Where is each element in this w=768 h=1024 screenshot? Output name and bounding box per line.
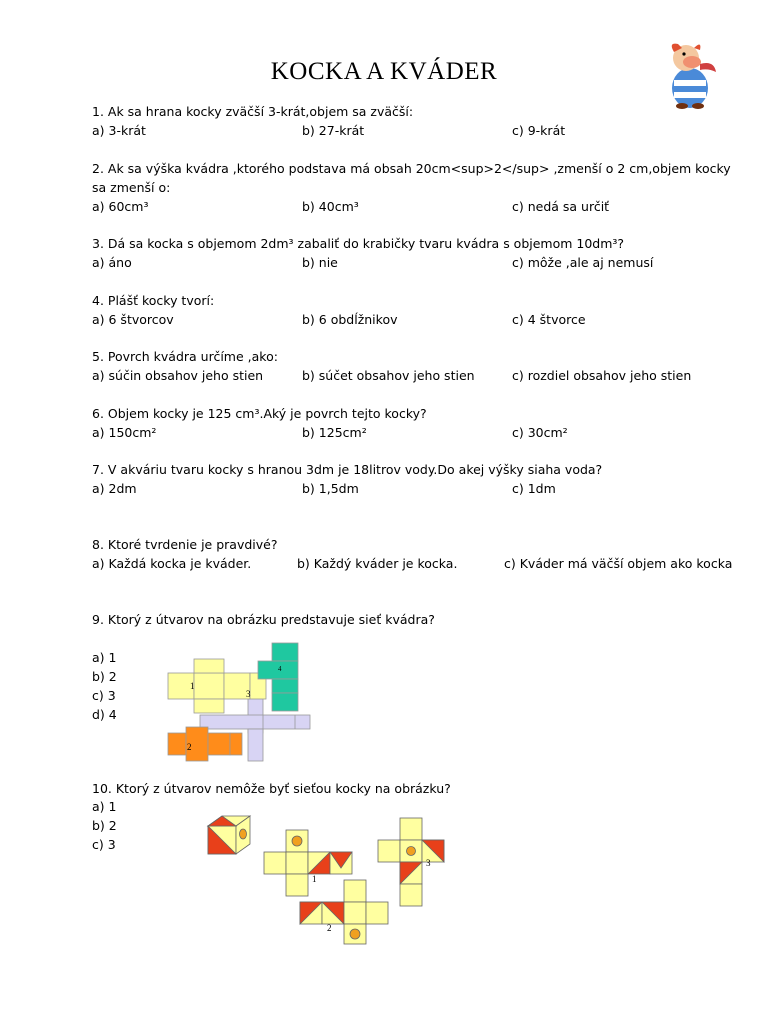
option-b: b) 2 [92,669,117,684]
net-label-3: 3 [426,858,431,868]
question-stem: 4. Plášť kocky tvorí: [92,293,215,308]
net-1-face [286,874,308,896]
net-2-face [168,733,186,755]
page-title: KOCKA A KVÁDER [270,58,498,85]
option-a: a) 3-krát [92,123,146,138]
net-3-face [248,729,263,761]
net-2-face [366,902,388,924]
option-c: c) 30cm² [512,425,568,440]
question-stem: 6. Objem kocky je 125 cm³.Aký je povrch tejto kocky? [92,406,427,421]
question-stem: 1. Ak sa hrana kocky zväčší 3-krát,objem sa zväčší: [92,104,414,119]
question-9-options [92,648,117,724]
option-b: b) 2 [92,818,117,833]
question-stem: 9. Ktorý z útvarov na obrázku predstavuje sieť kvádra? [92,612,435,627]
net-1-face [286,852,308,874]
option-a: a) súčin obsahov jeho stien [92,368,264,383]
question-stem-continued: sa zmenší o: [92,180,171,195]
net-label-2: 2 [327,923,332,933]
option-c: c) 9-krát [512,123,566,138]
net-3-face [400,884,422,906]
option-a: a) 2dm [92,481,137,496]
option-c: c) nedá sa určiť [512,199,610,214]
net-label-1: 1 [190,681,195,691]
net-4-face [272,693,298,711]
option-b: b) Každý kváder je kocka. [297,556,458,571]
question-stem: 5. Povrch kvádra určíme ,ako: [92,349,278,364]
net-4-face [272,643,298,661]
net-3-face [378,840,400,862]
option-c: c) 3 [92,688,116,703]
question-stem: 8. Ktoré tvrdenie je pravdivé? [92,537,278,552]
option-b: b) nie [302,255,338,270]
question-3 [92,234,654,272]
question-10-options [92,797,117,854]
option-b: b) 27-krát [302,123,365,138]
option-c: c) môže ,ale aj nemusí [512,255,654,270]
question-1 [92,102,566,140]
option-b: b) súčet obsahov jeho stien [302,368,475,383]
question-5 [92,347,692,385]
cube-nets-figure [200,810,460,945]
net-label-3: 3 [246,689,251,699]
option-a: a) 150cm² [92,425,157,440]
question-10 [92,779,451,798]
option-a: a) 60cm³ [92,199,149,214]
question-7 [92,460,602,498]
option-b: b) 6 obdĺžnikov [302,312,398,327]
net-4-face [272,679,298,693]
net-2-dot [350,929,360,939]
question-9 [92,610,435,629]
net-2-face [208,733,230,755]
question-stem: 2. Ak sa výška kvádra ,ktorého podstava má obsah 20cm<sup>2</sup> ,zmenší o 2 cm,objem kocky [92,161,731,176]
option-b: b) 1,5dm [302,481,359,496]
question-4 [92,291,586,329]
question-stem: 10. Ktorý z útvarov nemôže byť sieťou kocky na obrázku? [92,781,451,796]
box-nets-figure [160,635,315,770]
net-3-face [400,818,422,840]
net-label-1: 1 [312,874,317,884]
question-2 [92,159,731,216]
question-stem: 7. V akváriu tvaru kocky s hranou 3dm je 18litrov vody.Do akej výšky siaha voda? [92,462,603,477]
cartoon-character-icon [660,38,722,110]
question-8 [92,535,733,573]
option-b: b) 125cm² [302,425,367,440]
option-b: b) 40cm³ [302,199,359,214]
option-c: c) rozdiel obsahov jeho stien [512,368,692,383]
question-6 [92,404,568,442]
option-c: c) 1dm [512,481,556,496]
option-a: a) Každá kocka je kváder. [92,556,252,571]
net-1-face [264,852,286,874]
option-d: d) 4 [92,707,117,722]
option-a: a) 1 [92,650,117,665]
net-label-2: 2 [187,742,192,752]
net-2-face [344,902,366,924]
option-a: a) 1 [92,799,117,814]
question-stem: 3. Dá sa kocka s objemom 2dm³ zabaliť do krabičky tvaru kvádra s objemom 10dm³? [92,236,625,251]
net-3-dot [407,847,416,856]
option-a: a) áno [92,255,132,270]
net-2-face [230,733,242,755]
net-3-face [200,715,310,729]
option-c: c) Kváder má väčší objem ako kocka [504,556,733,571]
net-2-face [344,880,366,902]
net-1-dot [292,836,302,846]
net-1-face [194,699,224,713]
cube-side-dot [240,829,247,839]
net-label-4: 4 [278,665,282,673]
option-c: c) 3 [92,837,116,852]
option-a: a) 6 štvorcov [92,312,174,327]
net-1-face [194,673,224,699]
net-1-face [194,659,224,673]
option-c: c) 4 štvorce [512,312,586,327]
